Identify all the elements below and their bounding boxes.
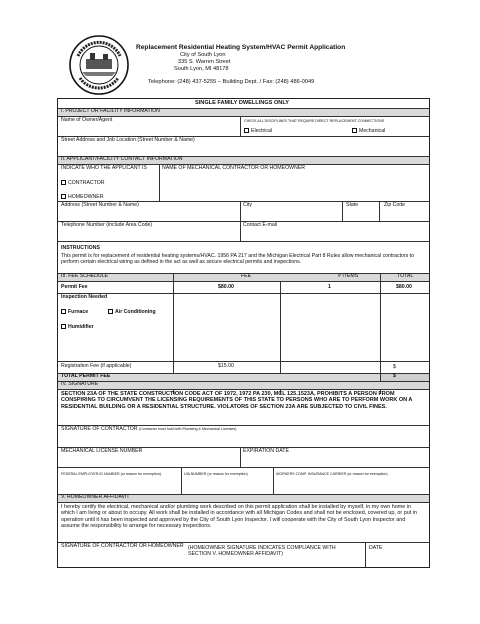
- state-label: State: [346, 202, 359, 208]
- date-label: DATE: [369, 545, 383, 551]
- permit-total-value: $80.00: [396, 284, 412, 290]
- permit-items-value: 1: [328, 284, 331, 290]
- fee-column-header: FEE: [241, 273, 252, 279]
- contractor-label: CONTRACTOR: [68, 180, 105, 186]
- humidifier-checkbox[interactable]: [61, 324, 66, 329]
- city-name: City of South Lyon: [180, 52, 226, 58]
- contact-phone-line: Telephone: (248) 437-5255 – Building Dept. / Fax: (248) 486-0049: [148, 79, 315, 85]
- contractor-option[interactable]: [61, 180, 105, 187]
- inspection-needed-label: Inspection Needed: [61, 294, 108, 300]
- registration-fee-value: $15.00: [218, 363, 234, 369]
- applicant-address-label: Address (Street Number & Name): [61, 202, 139, 208]
- section-1-heading: I. PROJECT OR FACILITY INFORMATION: [61, 108, 160, 114]
- disciplines-label: CHECK ALL DISCIPLINES THAT REQUIRE DIRECT REPLACEMENT CONNECTIONS: [244, 119, 385, 123]
- owner-label: Name of Owner/Agent: [61, 117, 113, 123]
- ac-checkbox[interactable]: [108, 309, 113, 314]
- workers-label-text: WORKERS COMP. INSURANCE CARRIER: [276, 472, 347, 476]
- total-permit-fee-value: $: [393, 373, 396, 379]
- humidifier-option[interactable]: [61, 324, 94, 331]
- job-address-label: Street Address and Job Location (Street Number & Name): [61, 137, 195, 143]
- phone-label: Telephone Number (include Area Code): [61, 222, 153, 228]
- registration-total-value: $: [393, 364, 396, 370]
- fein-label-text: FEDERAL EMPLOYER ID NUMBER: [61, 472, 120, 476]
- contractor-signature-label: [61, 427, 236, 433]
- homeowner-checkbox[interactable]: [61, 194, 66, 199]
- sig-note-text: (Contractor must hold both Plumbing & Mechanical Licenses): [138, 427, 237, 431]
- homeowner-signature-label: SIGNATURE OF CONTRACTOR OR HOMEOWNER: [61, 543, 184, 549]
- city-label: City: [243, 202, 252, 208]
- workers-comp-label: [276, 472, 388, 476]
- permit-fee-value: $80.00: [218, 284, 234, 290]
- ac-label: Air Conditioning: [115, 309, 156, 315]
- permit-fee-label: Permit Fee: [61, 284, 88, 290]
- section-2-heading: II. APPLICANT/FACILITY CONTACT INFORMATION: [61, 156, 183, 162]
- total-column-header: TOTAL: [397, 273, 414, 279]
- electrical-option[interactable]: [244, 128, 272, 135]
- section-3-heading: III. FEE SCHEDULE: [61, 273, 108, 279]
- homeowner-option[interactable]: [61, 194, 103, 201]
- items-column-header: # ITEMS: [338, 273, 359, 279]
- city-street: 335 S. Warren Street: [178, 59, 231, 65]
- mechanical-option[interactable]: [352, 128, 385, 135]
- mechanical-checkbox[interactable]: [352, 128, 357, 133]
- uia-label-text: UIA NUMBER: [184, 472, 207, 476]
- licensing-warning: SECTION 23A OF THE STATE CONSTRUCTION CODE ACT OF 1972, 1972 PA 230, MCL 125.1523A, PROHIBITS A PERSON FROM CONSPIRING TO CIRCUMVENT THE LICENSING REQUIREMENTS OF THIS STATE TO PERSONS WHO ARE TO PERFORM WORK ON A RESIDENTIAL BUILDING OR A RESIDENTIAL STRUCTURE. VIOLATORS OF SECTION 23A ARE SUBJECTED TO CIVIL FINES.: [61, 391, 413, 410]
- section-4-heading: IV. SIGNATURE: [61, 381, 99, 387]
- indicate-applicant-label: INDICATE WHO THE APPLICANT IS: [61, 165, 147, 171]
- contractor-name-label: NAME OF MECHANICAL CONTRACTOR OR HOMEOWNER: [162, 165, 305, 171]
- workers-note: (or reason for exemption): [347, 472, 388, 476]
- sig-label-text: SIGNATURE OF CONTRACTOR: [61, 426, 138, 432]
- mechanical-label: Mechanical: [359, 128, 386, 134]
- fein-label: [61, 472, 161, 476]
- email-label: Contact E-mail: [243, 222, 278, 228]
- zip-label: Zip Code: [384, 202, 406, 208]
- humidifier-label: Humidifier: [68, 324, 94, 330]
- homeowner-label: HOMEOWNER: [68, 194, 104, 200]
- instructions-heading: INSTRUCTIONS: [61, 245, 100, 251]
- furnace-label: Furnace: [68, 309, 89, 315]
- contractor-checkbox[interactable]: [61, 180, 66, 185]
- fein-note: (or reason for exemption): [120, 472, 161, 476]
- homeowner-affidavit-text: I hereby certify the electrical, mechanical and/or plumbing work described on this permit application shall be installed by myself, in my own home in which I am living or about to occupy. All work shall be installed in accordance with all Michigan Codes and shall not be enclosed, covered up, or put in operation until it has been inspected and approved by the City of South Lyon Inspector. I will cooperate with the City of South Lyon Inspector and assume the responsibility to arrange for necessary inspections.: [61, 504, 417, 530]
- section-5-heading: V. HOMEOWNER AFFIDAVIT: [61, 494, 130, 500]
- city-seal: [66, 34, 132, 96]
- license-number-label: MECHANICAL LICENSE NUMBER: [61, 448, 143, 454]
- permit-form: [57, 98, 430, 568]
- form-title: Replacement Residential Heating System/HVAC Permit Application: [136, 44, 346, 51]
- furnace-checkbox[interactable]: [61, 309, 66, 314]
- uia-label: [184, 472, 248, 476]
- uia-note: (or reason for exemption): [207, 472, 248, 476]
- electrical-label: Electrical: [251, 128, 273, 134]
- city-state-zip: South Lyon, MI 48178: [174, 66, 229, 72]
- total-permit-fee-label: TOTAL PERMIT FEE: [61, 373, 111, 379]
- furnace-option[interactable]: [61, 309, 88, 316]
- banner-single-family: SINGLE FAMILY DWELLINGS ONLY: [195, 100, 289, 106]
- ac-option[interactable]: [108, 309, 156, 316]
- electrical-checkbox[interactable]: [244, 128, 249, 133]
- registration-fee-label: Registration Fee (if applicable): [61, 363, 132, 369]
- instructions-text: This permit is for replacement of residential heating systems/HVAC. 1956 PA 217 and the Michigan Electrical Part 8 Rules allow mechanical contractors to perform certain electrical wiring as defined in the act as well as secure electrical permits and inspections.: [61, 253, 415, 266]
- expiration-date-label: EXPIRATION DATE: [243, 448, 289, 454]
- homeowner-signature-note: (HOMEOWNER SIGNATURE INDICATES COMPLIANCE WITH SECTION V. HOMEOWNER AFFIDAVIT): [188, 545, 336, 558]
